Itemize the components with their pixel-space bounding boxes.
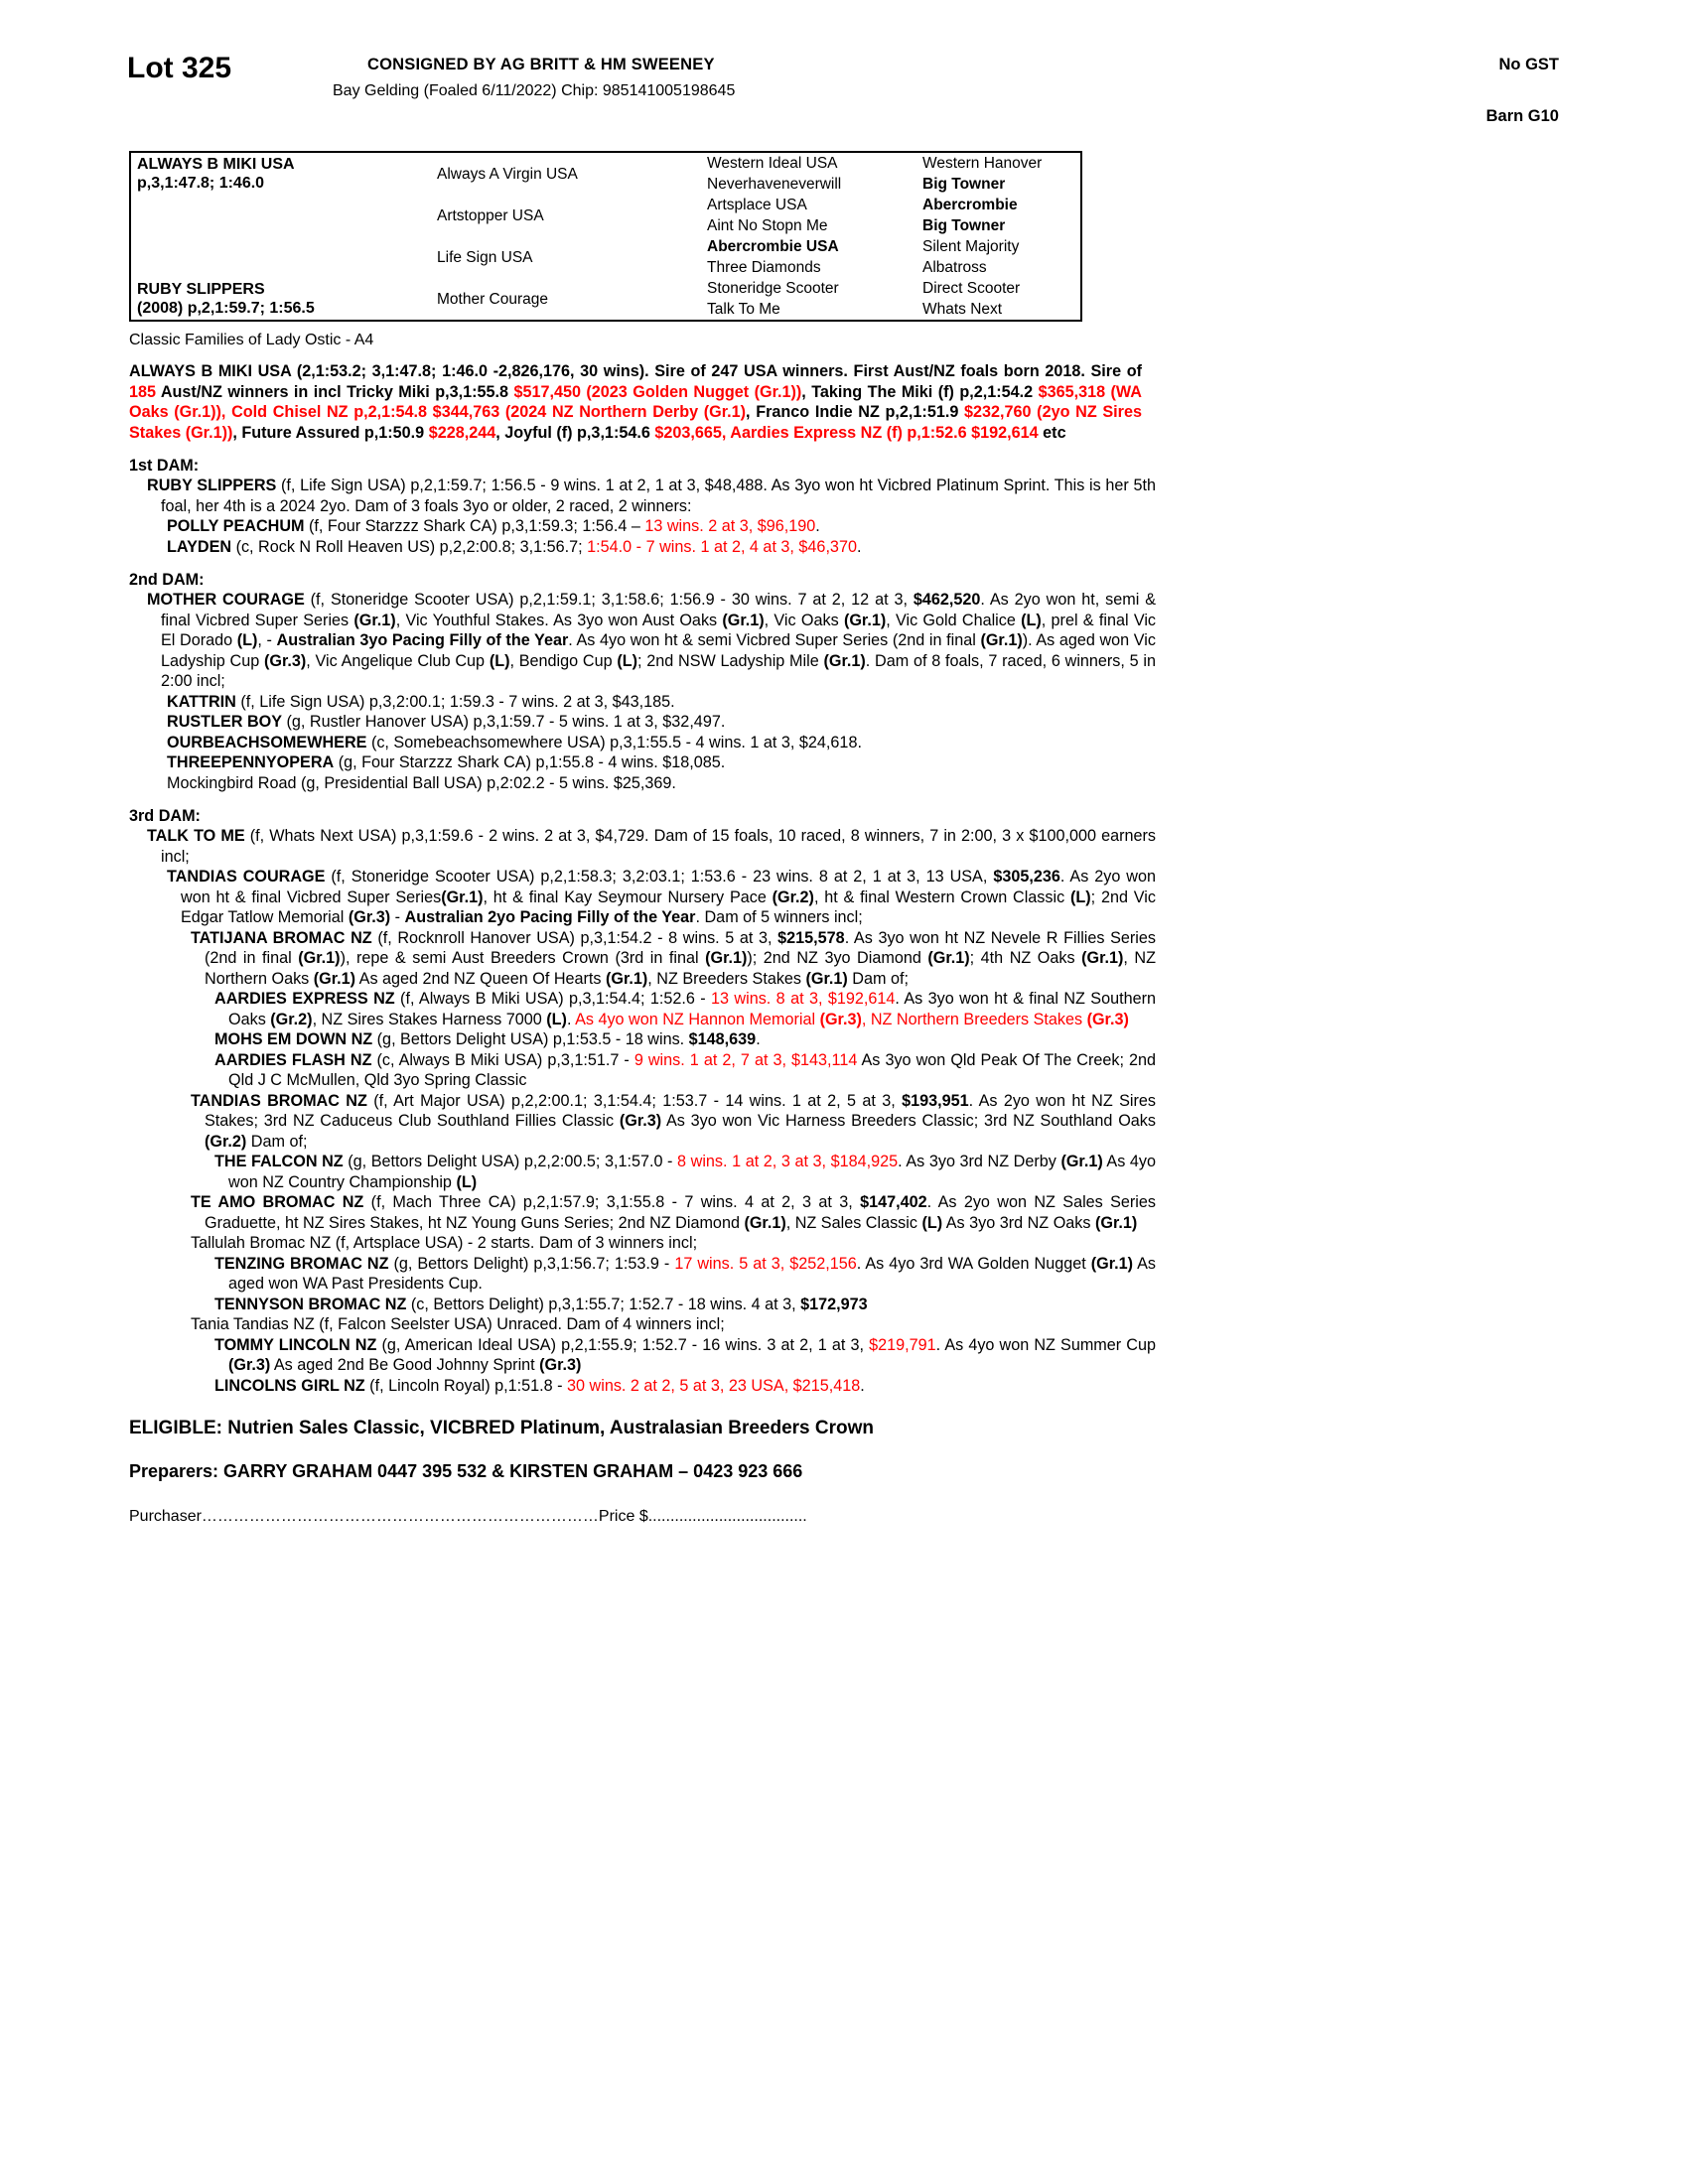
text-segment: , ht & final Western Crown Classic: [813, 887, 1070, 906]
text-segment: Aust/NZ winners in incl Tricky Miki p,3,1:55.8: [156, 382, 514, 401]
ped-gen4-cell: Whats Next: [922, 301, 1003, 318]
text-segment: $147,402: [860, 1193, 927, 1211]
horse-description: Bay Gelding (Foaled 6/11/2022) Chip: 985141005198645: [333, 82, 736, 99]
text-segment: (Gr.3): [819, 1010, 862, 1028]
text-segment: (L): [236, 631, 258, 649]
text-segment: , Bendigo Cup: [509, 651, 618, 670]
text-segment: $462,520: [913, 591, 981, 609]
text-segment: TANDIAS COURAGE: [167, 868, 326, 886]
ped-gen4-cell: Abercrombie: [922, 197, 1018, 213]
eligible-line: ELIGIBLE: Nutrien Sales Classic, VICBRED Platinum, Australasian Breeders Crown: [129, 1418, 874, 1438]
consignor-line: CONSIGNED BY AG BRITT & HM SWEENEY: [367, 56, 715, 73]
text-segment: . As 2yo won NZ Sales Series Graduette, ht NZ Sires Stakes, ht NZ Young Guns Series; 2nd NZ Diamond: [205, 1193, 1156, 1232]
text-segment: , prel & final Vic El Dorado: [161, 611, 1157, 649]
text-segment: . As 3yo won ht NZ Nevele R Fillies Series (2nd in final: [205, 928, 1156, 967]
dam-heading: 3rd DAM:: [129, 807, 201, 825]
sire-record: p,3,1:47.8; 1:46.0: [137, 175, 265, 192]
text-segment: As 3yo won Qld Peak Of The Creek; 2nd Qld J C McMullen, Qld 3yo Spring Classic: [228, 1050, 1156, 1089]
text-segment: $172,973: [800, 1295, 868, 1313]
text-segment: 30 wins. 2 at 2, 5 at 3, 23 USA, $215,418: [567, 1376, 861, 1395]
text-segment: (g, Four Starzzz Shark CA) p,1:55.8 - 4 wins. $18,085.: [334, 753, 726, 771]
ped-gen3-cell: Abercrombie USA: [707, 238, 839, 255]
text-segment: (f, Always B Miki USA) p,3,1:54.4; 1:52.6 -: [394, 990, 712, 1008]
text-segment: $517,450 (2023 Golden Nugget (Gr.1)): [513, 382, 802, 401]
text-segment: (L): [921, 1213, 943, 1232]
text-segment: (Gr.1): [353, 611, 396, 629]
pedigree-entry: [191, 1233, 1156, 1254]
spacer-cell: [131, 236, 431, 278]
text-segment: KATTRIN: [167, 692, 236, 711]
ped-gen4-cell: Western Hanover: [922, 155, 1043, 172]
pedigree-entry: [214, 1295, 1156, 1315]
text-segment: (Gr.1): [722, 611, 765, 629]
text-segment: 9 wins. 1 at 2, 7 at 3, $143,114: [633, 1050, 858, 1069]
text-segment: THREEPENNYOPERA: [167, 753, 335, 771]
text-segment: ; 4th NZ Oaks: [969, 949, 1082, 967]
text-segment: (Gr.1): [843, 611, 887, 629]
text-segment: (Gr.2): [270, 1010, 313, 1028]
ped-gen4-cell: Albatross: [922, 259, 987, 276]
ped-gen3-cell: Talk To Me: [707, 301, 780, 318]
text-segment: As 4yo won NZ Hannon Memorial: [575, 1010, 820, 1028]
text-segment: , Joyful (f) p,3,1:54.6: [495, 423, 655, 442]
text-segment: $148,639: [688, 1030, 757, 1048]
table-row: [131, 278, 1132, 299]
text-segment: . Dam of 8 foals, 7 raced, 6 winners, 5 in 2:00 incl;: [161, 651, 1156, 690]
sire-summary-paragraph: [129, 361, 1142, 443]
pedigree-entry: [167, 773, 1156, 794]
text-segment: , Vic Gold Chalice: [886, 611, 1022, 629]
text-segment: AARDIES FLASH NZ: [214, 1050, 372, 1069]
text-segment: (g, Bettors Delight) p,3,1:56.7; 1:53.9 -: [388, 1254, 675, 1273]
text-segment: (c, Rock N Roll Heaven US) p,2,2:00.8; 3,1:56.7;: [231, 537, 588, 556]
text-segment: MOHS EM DOWN NZ: [214, 1030, 373, 1048]
text-segment: $365,318 (WA Oaks (Gr.1)), Cold Chisel NZ p,2,1:54.8 $344,763 (2024 NZ Northern Derby (Gr.1): [129, 382, 1142, 421]
text-segment: $219,791: [869, 1335, 936, 1354]
pedigree-entry: [147, 476, 1156, 516]
text-segment: (f, Art Major USA) p,2,2:00.1; 3,1:54.4; 1:53.7 - 14 wins. 1 at 2, 5 at 3,: [366, 1091, 903, 1110]
text-segment: OURBEACHSOMEWHERE: [167, 733, 367, 751]
text-segment: , Franco Indie NZ p,2,1:51.9: [746, 403, 964, 421]
text-segment: (Gr.1): [1081, 949, 1124, 967]
text-segment: (Gr.2): [772, 887, 814, 906]
pedigree-entry: [214, 1335, 1156, 1376]
text-segment: RUBY SLIPPERS: [147, 477, 277, 494]
text-segment: etc: [1038, 423, 1066, 442]
sire-cell: [131, 153, 431, 195]
dam-name: RUBY SLIPPERS: [137, 281, 265, 298]
text-segment: Tallulah Bromac NZ (f, Artsplace USA) - 2 starts. Dam of 3 winners incl;: [191, 1234, 698, 1252]
text-segment: TALK TO ME: [147, 827, 245, 845]
text-segment: ALWAYS B MIKI USA (2,1:53.2; 3,1:47.8; 1:46.0 -2,826,176, 30 wins). Sire of 247 USA winners. First Aust/NZ foals born 2018. Sire of: [129, 362, 1142, 380]
text-segment: , NZ Sires Stakes Harness 7000: [312, 1010, 547, 1028]
ped-gen3-cell: Stoneridge Scooter: [707, 280, 839, 297]
purchaser-line: Purchaser…………………………………………………………………Price $....................................: [129, 1508, 807, 1525]
text-segment: .: [856, 537, 862, 556]
text-segment: (c, Always B Miki USA) p,3,1:51.7 -: [371, 1050, 634, 1069]
dam-heading: 1st DAM:: [129, 457, 200, 475]
pedigree-entry: [167, 712, 1156, 733]
text-segment: . As 2yo won ht NZ Sires Stakes; 3rd NZ Caduceus Club Southland Fillies Classic: [205, 1091, 1157, 1130]
table-row: [131, 153, 1132, 174]
text-segment: $228,244: [428, 423, 496, 442]
text-segment: (f, Lincoln Royal) p,1:51.8 -: [364, 1376, 568, 1395]
text-segment: TATIJANA BROMAC NZ: [191, 928, 372, 947]
text-segment: . As 4yo 3rd WA Golden Nugget: [856, 1254, 1091, 1273]
pedigree-entry: [167, 692, 1156, 713]
text-segment: (g, Bettors Delight USA) p,1:53.5 - 18 wins.: [372, 1030, 689, 1048]
text-segment: , Vic Angelique Club Cup: [306, 651, 490, 670]
text-segment: ; 2nd NSW Ladyship Mile: [637, 651, 824, 670]
text-segment: (L): [617, 651, 637, 670]
text-segment: .: [756, 1030, 761, 1048]
ped-gen3-cell: Western Ideal USA: [707, 155, 838, 172]
text-segment: ), repe & semi Aust Breeders Crown (3rd in final: [340, 949, 706, 967]
pedigree-body: [131, 153, 1132, 320]
text-segment: . As 4yo won NZ Summer Cup: [935, 1335, 1156, 1354]
gst-note: No GST: [1498, 56, 1559, 73]
text-segment: Dam of;: [246, 1132, 308, 1151]
text-segment: (Gr.1): [441, 887, 484, 906]
text-segment: 17 wins. 5 at 3, $252,156: [674, 1254, 857, 1273]
text-segment: LAYDEN: [167, 537, 232, 556]
text-segment: $203,665, Aardies Express NZ (f) p,1:52.6 $192,614: [654, 423, 1039, 442]
text-segment: (f, Mach Three CA) p,2,1:57.9; 3,1:55.8 - 7 wins. 4 at 2, 3 at 3,: [363, 1193, 861, 1211]
text-segment: ; 2nd Vic Edgar Tatlow Memorial: [181, 887, 1156, 926]
text-segment: (Gr.1): [1094, 1213, 1138, 1232]
text-segment: . As 3yo won ht & final NZ Southern Oaks: [228, 990, 1156, 1028]
text-segment: 13 wins. 2 at 3, $96,190: [644, 517, 816, 535]
classic-families-line: Classic Families of Lady Ostic - A4: [129, 332, 374, 348]
pedigree-entry: [167, 516, 1156, 537]
ped-gen2-cell: Artstopper USA: [437, 206, 544, 224]
text-segment: Australian 3yo Pacing Filly of the Year: [276, 631, 569, 649]
text-segment: As 3yo won Vic Harness Breeders Classic; 3rd NZ Southland Oaks: [661, 1112, 1156, 1130]
text-segment: (Gr.1): [927, 949, 970, 967]
text-segment: , NZ Northern Oaks: [205, 949, 1157, 988]
ped-gen4-cell: Big Towner: [922, 217, 1006, 234]
pedigree-entry: [214, 1029, 1156, 1050]
ped-gen3-cell: Neverhaveneverwill: [707, 176, 842, 193]
pedigree-entry: [214, 1254, 1156, 1295]
ped-gen3-cell: Three Diamonds: [707, 259, 821, 276]
text-segment: As aged 2nd NZ Queen Of Hearts: [355, 969, 606, 988]
text-segment: As 3yo 3rd NZ Oaks: [942, 1213, 1095, 1232]
dam-cell: [131, 278, 431, 320]
text-segment: RUSTLER BOY: [167, 713, 283, 731]
text-segment: , Vic Oaks: [764, 611, 844, 629]
pedigree-entry: [191, 1091, 1156, 1153]
pedigree-table: [129, 151, 1082, 322]
preparers-line: Preparers: GARRY GRAHAM 0447 395 532 & KIRSTEN GRAHAM – 0423 923 666: [129, 1461, 803, 1481]
text-segment: THE FALCON NZ: [214, 1153, 344, 1170]
text-segment: (Gr.1): [980, 631, 1023, 649]
dam-sections: [119, 457, 1569, 1396]
text-segment: $232,760 (2yo NZ Sires Stakes (Gr.1)): [129, 403, 1142, 442]
text-segment: TANDIAS BROMAC NZ: [191, 1091, 367, 1110]
pedigree-entry: [167, 537, 1156, 558]
text-segment: , Vic Youthful Stakes. As 3yo won Aust Oaks: [395, 611, 723, 629]
text-segment: .: [815, 517, 820, 535]
text-segment: (f, Four Starzzz Shark CA) p,3,1:59.3; 1:56.4 –: [304, 517, 645, 535]
pedigree-entry: [191, 1192, 1156, 1233]
text-segment: .: [566, 1010, 576, 1028]
text-segment: , Future Assured p,1:50.9: [232, 423, 429, 442]
text-segment: ). As aged won Vic Ladyship Cup: [161, 631, 1156, 670]
text-segment: , NZ Breeders Stakes: [647, 969, 806, 988]
text-segment: AARDIES EXPRESS NZ: [214, 990, 395, 1008]
pedigree-entry: [214, 989, 1156, 1029]
text-segment: . As 2yo won ht, semi & final Vicbred Super Series: [161, 591, 1156, 629]
text-segment: (Gr.3): [348, 908, 391, 926]
ped-gen4-cell: Silent Majority: [922, 238, 1020, 255]
text-segment: (Gr.2): [205, 1132, 247, 1151]
text-segment: As 4yo won NZ Country Championship: [228, 1153, 1157, 1191]
page-header: [119, 44, 1569, 143]
text-segment: (Gr.3): [1086, 1010, 1129, 1028]
text-segment: (Gr.3): [228, 1356, 271, 1374]
text-segment: (f, Rocknroll Hanover USA) p,3,1:54.2 - 8 wins. 5 at 3,: [371, 928, 778, 947]
text-segment: (f, Life Sign USA) p,2,1:59.7; 1:56.5 - 9 wins. 1 at 2, 1 at 3, $48,488. As 3yo won ht Vicbred Platinum Sprint. This is her 5th foal, her 4th is a 2024 2yo. Dam of 3 foals 3yo or older, 2 raced, 2 winners:: [161, 477, 1156, 515]
text-segment: (Gr.1): [298, 949, 341, 967]
text-segment: (Gr.1): [744, 1213, 786, 1232]
text-segment: (f, Whats Next USA) p,3,1:59.6 - 2 wins. 2 at 3, $4,729. Dam of 15 foals, 10 raced, 8 winners, 7 in 2:00, 3 x $100,000 earners incl;: [161, 827, 1156, 866]
text-segment: (Gr.1): [805, 969, 848, 988]
barn-number: Barn G10: [1485, 107, 1559, 125]
sire-name: ALWAYS B MIKI USA: [137, 156, 295, 173]
text-segment: (f, Stoneridge Scooter USA) p,2,1:58.3; 3,2:03.1; 1:53.6 - 23 wins. 8 at 2, 1 at 3, 13 USA,: [325, 868, 994, 886]
ped-gen2-cell: Life Sign USA: [437, 248, 533, 266]
text-segment: . As 3yo 3rd NZ Derby: [898, 1153, 1061, 1170]
text-segment: (Gr.1): [1090, 1254, 1133, 1273]
text-segment: TE AMO BROMAC NZ: [191, 1193, 364, 1211]
text-segment: . As 4yo won ht & semi Vicbred Super Series (2nd in final: [568, 631, 981, 649]
text-segment: Mockingbird Road (g, Presidential Ball USA) p,2:02.2 - 5 wins. $25,369.: [167, 773, 676, 792]
table-row: [131, 195, 1132, 215]
text-segment: (Gr.1): [705, 949, 748, 967]
dam-record: (2008) p,2,1:59.7; 1:56.5: [137, 300, 315, 317]
pedigree-entry: [214, 1152, 1156, 1192]
text-segment: (Gr.1): [823, 651, 866, 670]
text-segment: TENNYSON BROMAC NZ: [214, 1295, 407, 1313]
text-segment: , Taking The Miki (f) p,2,1:54.2: [801, 382, 1039, 401]
pedigree-entry: [147, 590, 1156, 692]
text-segment: , ht & final Kay Seymour Nursery Pace: [483, 887, 773, 906]
text-segment: (Gr.3): [264, 651, 307, 670]
text-segment: (c, Somebeachsomewhere USA) p,3,1:55.5 - 4 wins. 1 at 3, $24,618.: [366, 733, 862, 751]
pedigree-entry: [191, 928, 1156, 990]
text-segment: , NZ Sales Classic: [785, 1213, 922, 1232]
ped-gen4-cell: Direct Scooter: [922, 280, 1021, 297]
pedigree-entry: [214, 1050, 1156, 1091]
text-segment: (c, Bettors Delight) p,3,1:55.7; 1:52.7 - 18 wins. 4 at 3,: [406, 1295, 801, 1313]
text-segment: Dam of;: [847, 969, 909, 988]
dam-heading: 2nd DAM:: [129, 571, 205, 589]
text-segment: POLLY PEACHUM: [167, 517, 305, 535]
ped-gen4-cell: Big Towner: [922, 176, 1006, 193]
text-segment: (L): [1070, 887, 1091, 906]
text-segment: As aged won WA Past Presidents Cup.: [228, 1254, 1156, 1293]
ped-gen2-cell: Always A Virgin USA: [437, 165, 578, 183]
table-row: [131, 236, 1132, 257]
text-segment: (Gr.3): [619, 1112, 662, 1130]
text-segment: 8 wins. 1 at 2, 3 at 3, $184,925: [677, 1153, 899, 1170]
text-segment: 1:54.0 - 7 wins. 1 at 2, 4 at 3, $46,370: [587, 537, 857, 556]
text-segment: (g, Bettors Delight USA) p,2,2:00.5; 3,1:57.0 -: [343, 1153, 678, 1170]
ped-gen3-cell: Aint No Stopn Me: [707, 217, 828, 234]
text-segment: -: [390, 908, 405, 926]
text-segment: . Dam of 5 winners incl;: [695, 908, 863, 926]
text-segment: $215,578: [777, 928, 845, 947]
text-segment: $305,236: [993, 868, 1060, 886]
text-segment: (f, Life Sign USA) p,3,2:00.1; 1:59.3 - 7 wins. 2 at 3, $43,185.: [235, 692, 675, 711]
lot-number: Lot 325: [127, 52, 232, 84]
spacer-cell: [131, 195, 431, 236]
ped-gen3-cell: Artsplace USA: [707, 197, 807, 213]
pedigree-entry: [191, 1314, 1156, 1335]
pedigree-entry: [167, 752, 1156, 773]
text-segment: (Gr.1): [1060, 1153, 1103, 1170]
text-segment: Australian 2yo Pacing Filly of the Year: [404, 908, 696, 926]
pedigree-entry: [167, 733, 1156, 753]
text-segment: (L): [1021, 611, 1042, 629]
text-segment: (L): [489, 651, 510, 670]
text-segment: ); 2nd NZ 3yo Diamond: [747, 949, 928, 967]
pedigree-entry: [214, 1376, 1156, 1397]
text-segment: (L): [456, 1172, 478, 1191]
text-segment: , -: [257, 631, 277, 649]
text-segment: (f, Stoneridge Scooter USA) p,2,1:59.1; 3,1:58.6; 1:56.9 - 30 wins. 7 at 2, 12 at 3,: [304, 591, 914, 609]
text-segment: . As 2yo won won ht & final Vicbred Super Series: [181, 868, 1156, 906]
text-segment: Tania Tandias NZ (f, Falcon Seelster USA) Unraced. Dam of 4 winners incl;: [191, 1315, 725, 1333]
text-segment: 185: [129, 382, 157, 401]
pedigree-entry: [167, 867, 1156, 928]
text-segment: (Gr.3): [539, 1356, 582, 1374]
text-segment: (g, Rustler Hanover USA) p,3,1:59.7 - 5 wins. 1 at 3, $32,497.: [282, 713, 726, 731]
pedigree-entry: [147, 826, 1156, 867]
text-segment: As aged 2nd Be Good Johnny Sprint: [270, 1356, 540, 1374]
text-segment: (L): [546, 1010, 567, 1028]
text-segment: $193,951: [902, 1091, 969, 1110]
text-segment: (Gr.1): [313, 969, 356, 988]
text-segment: MOTHER COURAGE: [147, 591, 305, 609]
text-segment: 13 wins. 8 at 3, $192,614: [711, 990, 896, 1008]
text-segment: (Gr.1): [606, 969, 648, 988]
text-segment: LINCOLNS GIRL NZ: [214, 1376, 365, 1395]
ped-gen2-cell: Mother Courage: [437, 290, 549, 308]
text-segment: .: [860, 1376, 865, 1395]
text-segment: TOMMY LINCOLN NZ: [214, 1335, 377, 1354]
text-segment: , NZ Northern Breeders Stakes: [861, 1010, 1087, 1028]
text-segment: (g, American Ideal USA) p,2,1:55.9; 1:52.7 - 16 wins. 3 at 2, 1 at 3,: [376, 1335, 870, 1354]
text-segment: TENZING BROMAC NZ: [214, 1254, 389, 1273]
